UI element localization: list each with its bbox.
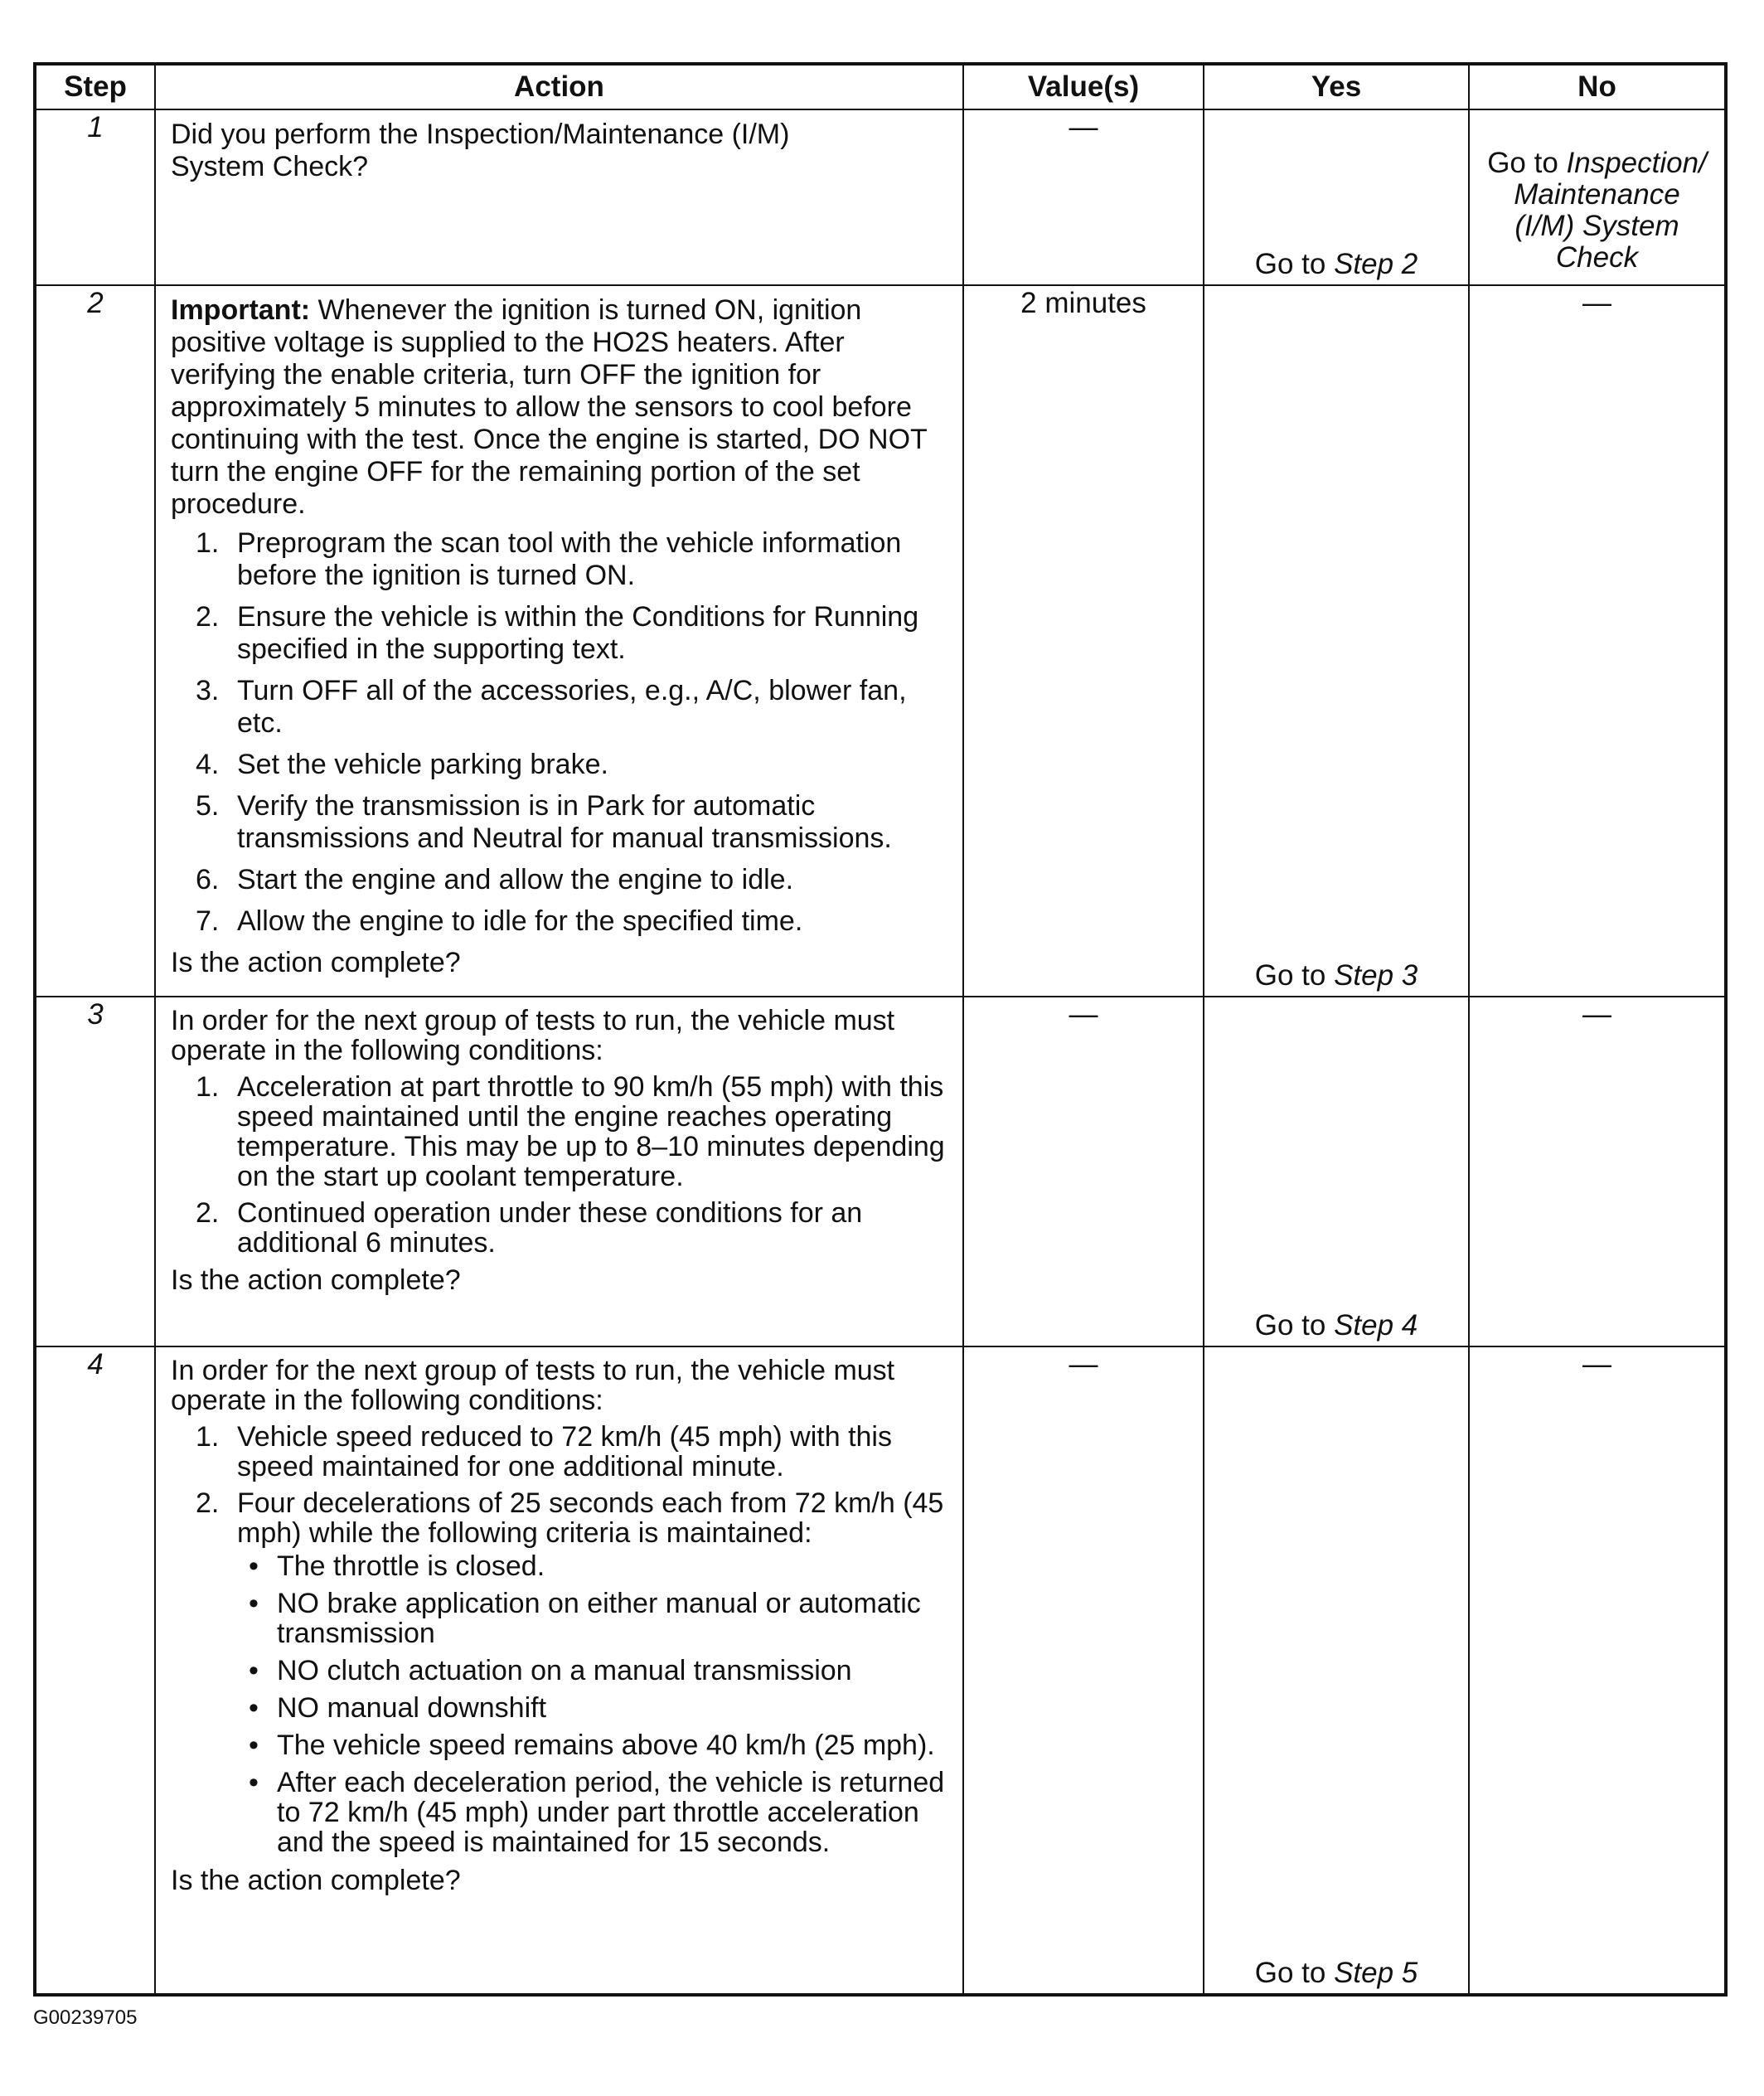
header-yes: Yes <box>1204 64 1469 109</box>
yes-cell <box>1204 109 1469 285</box>
yes-goto[interactable] <box>1204 1309 1468 1342</box>
item-text: Continued operation under these conditions for an additional 6 minutes. <box>237 1197 863 1259</box>
item-number: 4. <box>196 749 220 780</box>
step-link: Step 5 <box>1334 1957 1418 1989</box>
item-text: Acceleration at part throttle to 90 km/h (55 mph) with this speed maintained until the engine reaches operating temperature. This may be up to 8–10 minutes depending on the start up coolant temperature. <box>237 1071 945 1192</box>
bullet-text: NO clutch actuation on a manual transmission <box>277 1655 852 1686</box>
no-cell: — <box>1469 285 1726 997</box>
no-cell <box>1469 109 1726 285</box>
list-item <box>171 864 951 896</box>
important-label: Important: <box>171 294 311 326</box>
bullet-item <box>237 1589 951 1648</box>
item-number: 6. <box>196 864 220 895</box>
value-cell: — <box>963 1346 1204 1995</box>
action-steps <box>171 527 951 938</box>
bullet-icon: • <box>249 1730 259 1761</box>
bullet-text: NO brake application on either manual or automatic transmission <box>277 1588 921 1649</box>
action-cell <box>155 1346 963 1995</box>
list-item <box>171 527 951 592</box>
bullet-icon: • <box>249 1588 259 1619</box>
list-item <box>171 1488 951 1857</box>
item-number: 7. <box>196 905 220 937</box>
item-number: 1. <box>196 1071 220 1103</box>
list-item <box>171 675 951 740</box>
diagnostic-procedure <box>33 62 1724 1997</box>
step-number: 3 <box>35 997 155 1346</box>
table-row <box>35 997 1726 1346</box>
procedure-table <box>33 62 1728 1997</box>
item-number: 3. <box>196 675 220 706</box>
list-item <box>171 905 951 938</box>
step-link: Step 2 <box>1334 248 1418 280</box>
item-number: 1. <box>196 1421 220 1453</box>
header-values: Value(s) <box>963 64 1204 109</box>
item-text: Start the engine and allow the engine to idle. <box>237 864 794 895</box>
value-cell: 2 minutes <box>963 285 1204 997</box>
item-text: Four decelerations of 25 seconds each from 72 km/h (45 mph) while the following criteria is maintained: <box>237 1487 944 1549</box>
item-number: 2. <box>196 1197 220 1229</box>
list-item <box>171 749 951 781</box>
yes-goto[interactable] <box>1204 1957 1468 1990</box>
item-text: Ensure the vehicle is within the Conditions for Running specified in the supporting text. <box>237 601 919 665</box>
item-text: Preprogram the scan tool with the vehicle information before the ignition is turned ON. <box>237 527 902 591</box>
item-text: Turn OFF all of the accessories, e.g., A/C, blower fan, etc. <box>237 675 907 739</box>
item-number: 5. <box>196 790 220 822</box>
bullet-text: NO manual downshift <box>277 1692 547 1724</box>
yes-goto[interactable] <box>1204 959 1468 992</box>
step-number: 4 <box>35 1346 155 1995</box>
list-item <box>171 790 951 855</box>
action-question: Is the action complete? <box>171 947 461 978</box>
list-item <box>171 1198 951 1258</box>
goto-prefix: Go to <box>1254 959 1335 992</box>
step-number: 1 <box>35 109 155 285</box>
bullet-item <box>237 1730 951 1760</box>
bullet-icon: • <box>249 1655 259 1686</box>
value-cell: — <box>963 109 1204 285</box>
figure-code: G00239705 <box>33 2006 138 2029</box>
step-number: 2 <box>35 285 155 997</box>
bullet-text: The vehicle speed remains above 40 km/h (25 mph). <box>277 1730 935 1761</box>
criteria-list <box>237 1551 951 1857</box>
list-item <box>171 1422 951 1482</box>
action-question: Is the action complete? <box>171 1865 461 1896</box>
important-note <box>171 294 951 521</box>
list-item <box>171 601 951 666</box>
bullet-icon: • <box>249 1767 259 1798</box>
action-intro: In order for the next group of tests to run, the vehicle must operate in the following conditions: <box>171 1005 895 1066</box>
yes-goto[interactable] <box>1204 248 1468 281</box>
action-cell <box>155 997 963 1346</box>
bullet-icon: • <box>249 1692 259 1724</box>
goto-prefix: Go to <box>1254 1957 1335 1989</box>
action-question: Did you perform the Inspection/Maintenance (I/M) System Check? <box>171 119 790 182</box>
bullet-item <box>237 1768 951 1857</box>
bullet-item <box>237 1693 951 1723</box>
list-item <box>171 1072 951 1191</box>
no-goto[interactable] <box>1471 111 1723 274</box>
action-steps <box>171 1422 951 1857</box>
yes-cell <box>1204 285 1469 997</box>
item-text: Set the vehicle parking brake. <box>237 749 608 780</box>
bullet-text: After each deceleration period, the vehicle is returned to 72 km/h (45 mph) under part throttle acceleration and the speed is maintained for 15 seconds. <box>277 1767 945 1858</box>
header-action: Action <box>155 64 963 109</box>
action-steps <box>171 1072 951 1258</box>
bullet-item <box>237 1656 951 1686</box>
item-text: Allow the engine to idle for the specified time. <box>237 905 803 937</box>
bullet-icon: • <box>249 1550 259 1582</box>
header-no: No <box>1469 64 1726 109</box>
no-cell: — <box>1469 1346 1726 1995</box>
action-question: Is the action complete? <box>171 1264 461 1296</box>
item-number: 2. <box>196 601 220 633</box>
step-link: Step 4 <box>1334 1309 1418 1342</box>
header-row <box>35 64 1726 109</box>
system-check-link: Inspection/ Maintenance (I/M) System Check <box>1514 147 1707 274</box>
step-link: Step 3 <box>1334 959 1418 992</box>
goto-prefix: Go to <box>1487 147 1567 179</box>
value-cell: — <box>963 997 1204 1346</box>
action-cell <box>155 109 963 285</box>
table-row <box>35 109 1726 285</box>
header-step: Step <box>35 64 155 109</box>
bullet-item <box>237 1551 951 1581</box>
goto-prefix: Go to <box>1254 248 1335 280</box>
yes-cell <box>1204 1346 1469 1995</box>
action-intro: In order for the next group of tests to run, the vehicle must operate in the following conditions: <box>171 1355 895 1416</box>
table-row <box>35 1346 1726 1995</box>
no-cell: — <box>1469 997 1726 1346</box>
yes-cell <box>1204 997 1469 1346</box>
item-number: 2. <box>196 1487 220 1519</box>
item-text: Vehicle speed reduced to 72 km/h (45 mph) with this speed maintained for one additional minute. <box>237 1421 892 1482</box>
item-number: 1. <box>196 527 220 559</box>
important-text: Whenever the ignition is turned ON, ignition positive voltage is supplied to the HO2S heaters. After verifying the enable criteria, turn OFF the ignition for approximately 5 minutes to allow the sensors to cool before continuing with the test. Once the engine is started, DO NOT turn the engine OFF for the remaining portion of the set procedure. <box>171 294 928 520</box>
bullet-text: The throttle is closed. <box>277 1550 545 1582</box>
item-text: Verify the transmission is in Park for automatic transmissions and Neutral for manual transmissions. <box>237 790 892 854</box>
table-row <box>35 285 1726 997</box>
goto-prefix: Go to <box>1254 1309 1335 1342</box>
action-cell <box>155 285 963 997</box>
